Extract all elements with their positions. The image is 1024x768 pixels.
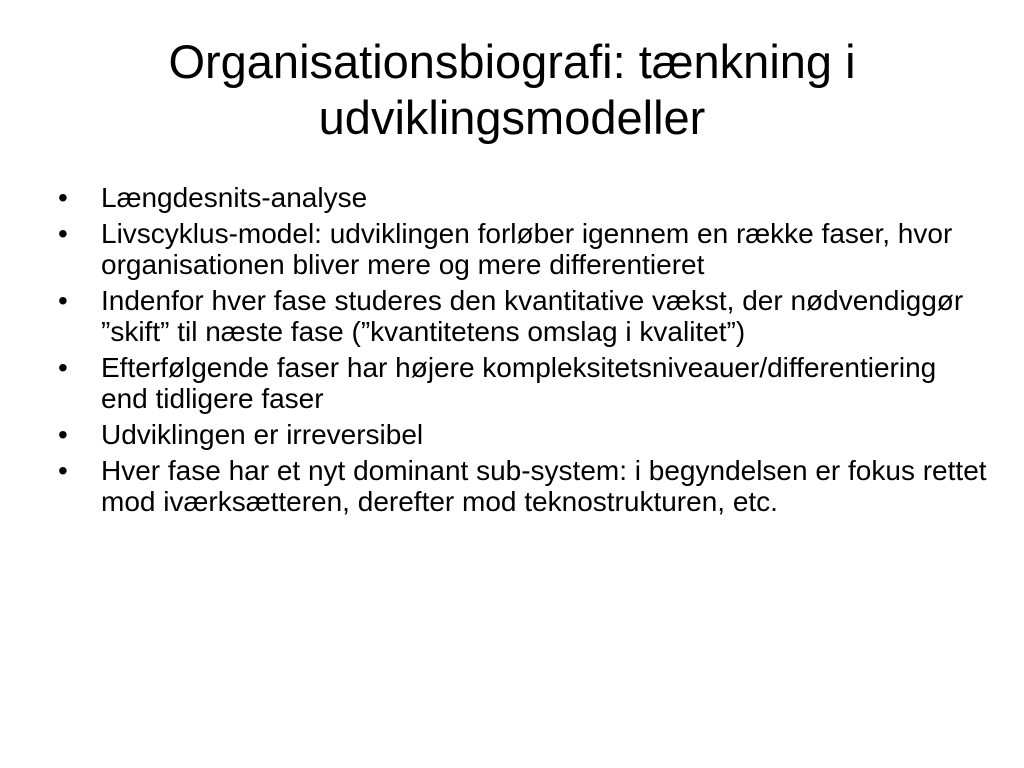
bullet-text: Længdesnits-analyse (101, 182, 368, 213)
bullet-icon: • (58, 285, 68, 316)
bullet-text: Hver fase har et nyt dominant sub-system: i begyndelsen er fokus rettet mod iværksætteren, derefter mod teknostrukturen, etc. (101, 455, 987, 517)
bullet-icon: • (58, 352, 68, 383)
bullet-icon: • (58, 455, 68, 486)
bullet-item (58, 285, 988, 347)
slide-title: Organisationsbiografi: tænkning i udviklingsmodeller (168, 35, 856, 144)
bullet-icon: • (58, 218, 68, 249)
bullet-icon: • (58, 419, 68, 450)
bullet-item (58, 455, 988, 517)
bullet-icon: • (58, 182, 68, 213)
bullet-text: Livscyklus-model: udviklingen forløber igennem en række faser, hvor organisationen bliver mere og mere differentieret (101, 218, 953, 280)
bullet-text: Udviklingen er irreversibel (101, 419, 424, 450)
bullet-item (58, 352, 988, 414)
bullet-item (58, 182, 988, 213)
bullet-item (58, 419, 988, 450)
bullet-text: Indenfor hver fase studeres den kvantitative vækst, der nødvendiggør ”skift” til næste fase (”kvantitetens omslag i kvalitet”) (101, 285, 964, 347)
bullet-text: Efterfølgende faser har højere kompleksitetsniveauer/differentiering end tidligere faser (101, 352, 937, 414)
bullet-item (58, 218, 988, 280)
bullet-list (58, 182, 988, 522)
